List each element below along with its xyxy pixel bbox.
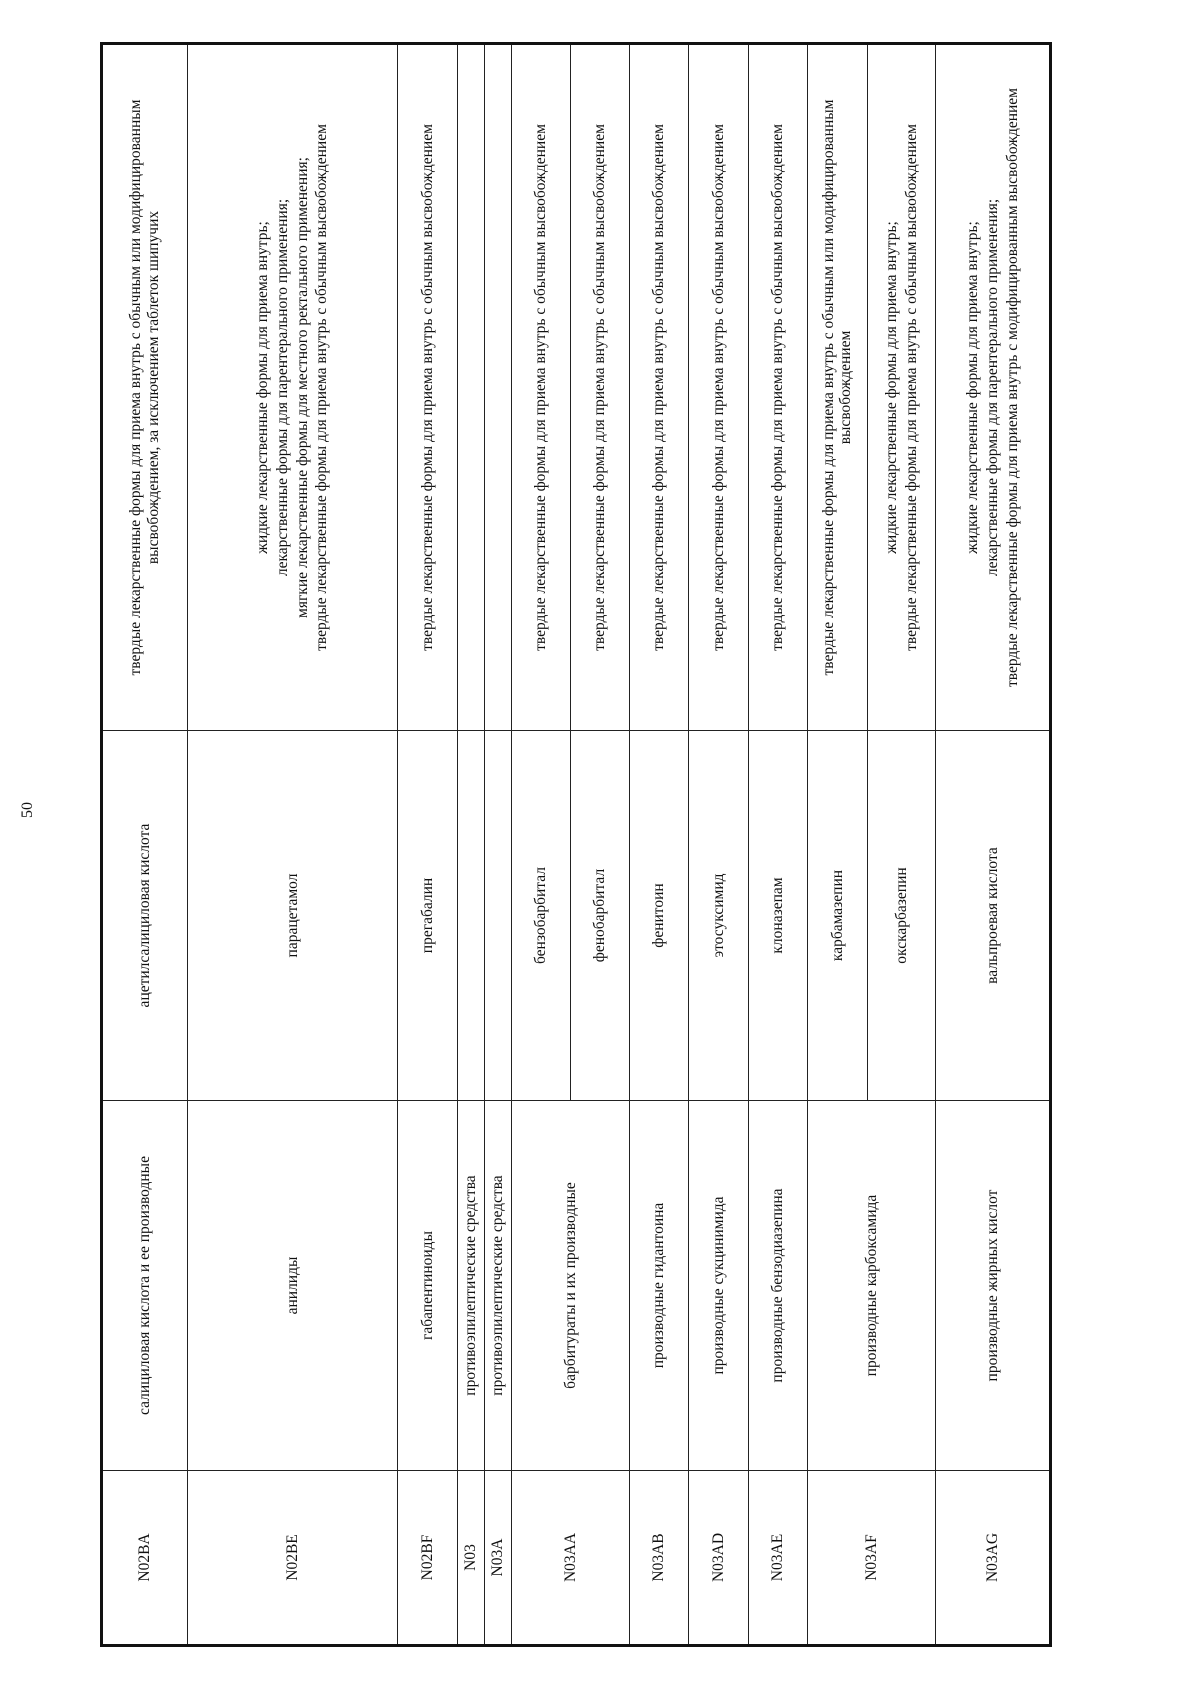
- atc-group-cell: барбитураты и их производные: [511, 1101, 629, 1471]
- drug-name-cell: [458, 731, 485, 1101]
- dosage-forms-cell: [748, 44, 807, 731]
- atc-group-cell: противоэпилептические средства: [458, 1101, 485, 1471]
- dosage-form-line: твердые лекарственные формы для приема внутрь с модифицированным высвобождением: [1003, 88, 1021, 688]
- drug-name-cell: бензобарбитал: [511, 731, 570, 1101]
- atc-code-cell: N03: [458, 1471, 485, 1646]
- atc-code-cell: N03AB: [630, 1471, 689, 1646]
- dosage-form-line: жидкие лекарственные формы для приема внутрь;: [963, 221, 981, 554]
- drug-name-cell: [485, 731, 512, 1101]
- atc-code-cell: N03A: [485, 1471, 512, 1646]
- dosage-form-line: жидкие лекарственные формы для приема внутрь;: [882, 221, 900, 554]
- dosage-forms-cell: [868, 44, 936, 731]
- drug-name-cell: вальпроевая кислота: [936, 731, 1051, 1101]
- atc-code-cell: N03AE: [748, 1471, 807, 1646]
- atc-group-cell: производные гидантоина: [630, 1101, 689, 1471]
- atc-group-cell: анилиды: [188, 1101, 398, 1471]
- dosage-forms-cell: [571, 44, 630, 731]
- atc-group-cell: габапентиноиды: [397, 1101, 457, 1471]
- dosage-forms-cell: [458, 44, 485, 731]
- drug-name-cell: прегабалин: [397, 731, 457, 1101]
- atc-group-cell: производные карбоксамида: [807, 1101, 936, 1471]
- table-row: [102, 44, 188, 1646]
- dosage-form-line: твердые лекарственные формы для приема внутрь с обычным высвобождением: [532, 124, 550, 651]
- dosage-form-line: твердые лекарственные формы для приема внутрь с обычным высвобождением: [650, 124, 668, 651]
- dosage-form-line: твердые лекарственные формы для приема внутрь с обычным высвобождением: [768, 124, 786, 651]
- table-row: [807, 44, 867, 1646]
- dosage-form-line: твердые лекарственные формы для приема внутрь с обычным высвобождением: [418, 124, 436, 651]
- dosage-forms-cell: [511, 44, 570, 731]
- dosage-form-line: твердые лекарственные формы для приема внутрь с обычным или модифицированным высвобождением, за исключением таблеток шипучих: [127, 99, 163, 676]
- dosage-form-line: твердые лекарственные формы для приема внутрь с обычным или модифицированным высвобождением: [819, 99, 855, 676]
- dosage-form-line: твердые лекарственные формы для приема внутрь с обычным высвобождением: [709, 124, 727, 651]
- table-row: [458, 44, 485, 1646]
- dosage-forms-cell: [188, 44, 398, 731]
- table-row: [188, 44, 398, 1646]
- atc-code-cell: N03AA: [511, 1471, 629, 1646]
- atc-code-cell: N03AG: [936, 1471, 1051, 1646]
- dosage-forms-cell: [807, 44, 867, 731]
- dosage-forms-cell: [485, 44, 512, 731]
- table-row: [630, 44, 689, 1646]
- atc-group-cell: противоэпилептические средства: [485, 1101, 512, 1471]
- drug-name-cell: окскарбазепин: [868, 731, 936, 1101]
- table-row: [936, 44, 1051, 1646]
- dosage-forms-cell: [102, 44, 188, 731]
- table-row: [511, 44, 570, 1646]
- table-row: [397, 44, 457, 1646]
- drug-name-cell: ацетилсалициловая кислота: [102, 731, 188, 1101]
- dosage-form-line: твердые лекарственные формы для приема внутрь с обычным высвобождением: [313, 124, 331, 651]
- dosage-forms-cell: [630, 44, 689, 731]
- dosage-form-line: лекарственные формы для парентерального применения;: [983, 198, 1001, 577]
- atc-code-cell: N02BE: [188, 1471, 398, 1646]
- table-row: [748, 44, 807, 1646]
- drug-name-cell: фенобарбитал: [571, 731, 630, 1101]
- atc-code-cell: N03AD: [689, 1471, 748, 1646]
- drug-name-cell: парацетамол: [188, 731, 398, 1101]
- dosage-forms-cell: [936, 44, 1051, 731]
- atc-group-cell: производные сукцинимида: [689, 1101, 748, 1471]
- dosage-forms-cell: [689, 44, 748, 731]
- drug-name-cell: карбамазепин: [807, 731, 867, 1101]
- atc-table: [100, 42, 1052, 1647]
- table-row: [689, 44, 748, 1646]
- drug-name-cell: фенитоин: [630, 731, 689, 1101]
- table-row: [485, 44, 512, 1646]
- atc-group-cell: производные бензодиазепина: [748, 1101, 807, 1471]
- page-number: 50: [19, 802, 36, 818]
- atc-group-cell: салициловая кислота и ее производные: [102, 1101, 188, 1471]
- dosage-form-line: мягкие лекарственные формы для местного ректального применения;: [293, 157, 311, 618]
- dosage-form-line: твердые лекарственные формы для приема внутрь с обычным высвобождением: [591, 124, 609, 651]
- rotated-page: [100, 45, 1052, 1647]
- drug-name-cell: этосуксимид: [689, 731, 748, 1101]
- dosage-forms-cell: [397, 44, 457, 731]
- atc-code-cell: N03AF: [807, 1471, 936, 1646]
- atc-table-body: [102, 44, 1051, 1646]
- dosage-form-line: лекарственные формы для парентерального применения;: [273, 198, 291, 577]
- dosage-form-line: твердые лекарственные формы для приема внутрь с обычным высвобождением: [902, 124, 920, 651]
- drug-name-cell: клоназепам: [748, 731, 807, 1101]
- atc-group-cell: производные жирных кислот: [936, 1101, 1051, 1471]
- atc-code-cell: N02BA: [102, 1471, 188, 1646]
- atc-code-cell: N02BF: [397, 1471, 457, 1646]
- dosage-form-line: жидкие лекарственные формы для приема внутрь;: [253, 221, 271, 554]
